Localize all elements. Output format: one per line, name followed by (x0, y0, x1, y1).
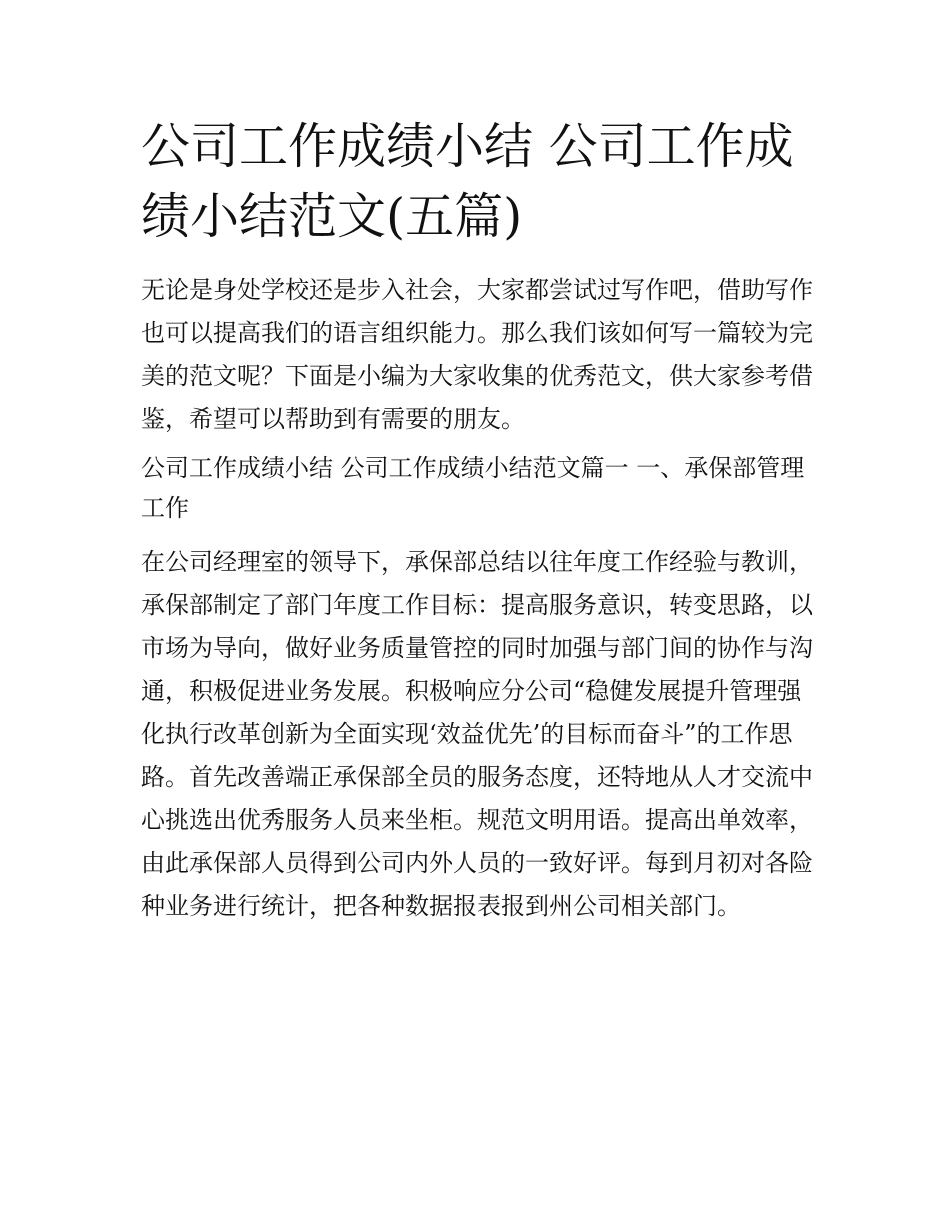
body-paragraph: 在公司经理室的领导下，承保部总结以往年度工作经验与教训，承保部制定了部门年度工作目标：提高服务意识，转变思路，以市场为导向，做好业务质量管控的同时加强与部门间的协作与沟通，积极促进业务发展。积极响应分公司“稳健发展提升管理强化执行改革创新为全面实现‘效益优先’的目标而奋斗”的工作思路。首先改善端正承保部全员的服务态度，还特地从人才交流中心挑选出优秀服务人员来坐柜。规范文明用语。提高出单效率，由此承保部人员得到公司内外人员的一致好评。每到月初对各险种业务进行统计，把各种数据报表报到州公司相关部门。 (141, 548, 813, 920)
document-page (141, 112, 813, 928)
document-title: 公司工作成绩小结 公司工作成绩小结范文(五篇) (141, 118, 794, 245)
section-heading: 公司工作成绩小结 公司工作成绩小结范文篇一 一、承保部管理工作 (141, 454, 805, 522)
intro-paragraph: 无论是身处学校还是步入社会，大家都尝试过写作吧，借助写作也可以提高我们的语言组织能力。那么我们该如何写一篇较为完美的范文呢？下面是小编为大家收集的优秀范文，供大家参考借鉴，希望可以帮助到有需要的朋友。 (141, 276, 813, 433)
